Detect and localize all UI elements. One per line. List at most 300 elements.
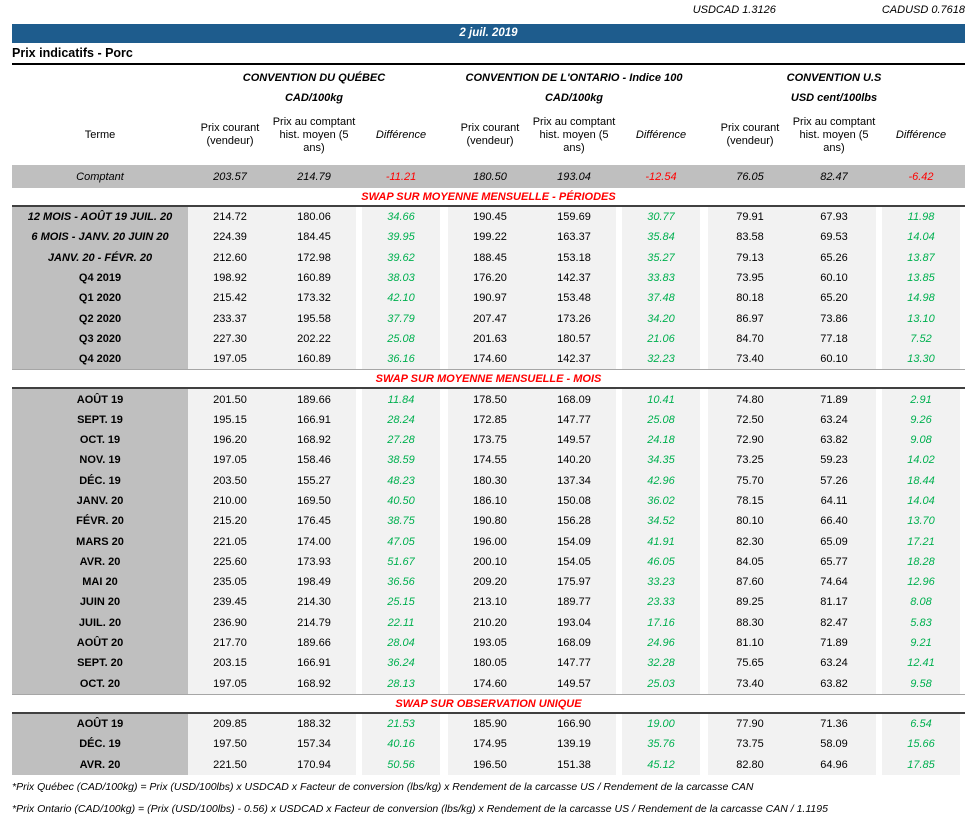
price-cell: 73.75	[708, 734, 792, 754]
price-cell: 193.04	[532, 165, 616, 188]
diff-cell: 13.70	[882, 511, 960, 531]
price-cell: 174.00	[272, 531, 356, 551]
terme-cell: 6 MOIS - JANV. 20 JUIN 20	[12, 227, 188, 247]
diff-cell: 48.23	[362, 471, 440, 491]
column-gap	[700, 592, 708, 612]
price-cell: 196.50	[448, 754, 532, 774]
diff-cell: 23.33	[622, 592, 700, 612]
price-cell: 58.09	[792, 734, 876, 754]
price-cell: 147.77	[532, 653, 616, 673]
diff-cell: 25.15	[362, 592, 440, 612]
terme-cell: SEPT. 19	[12, 410, 188, 430]
column-gap	[440, 410, 448, 430]
group-unit-us: USD cent/100lbs	[790, 92, 878, 104]
price-cell: 217.70	[188, 633, 272, 653]
diff-cell: 17.16	[622, 613, 700, 633]
terme-cell: Q2 2020	[12, 308, 188, 328]
column-gap	[440, 592, 448, 612]
table-row	[12, 248, 965, 268]
price-cell: 81.17	[792, 592, 876, 612]
table-row	[12, 308, 965, 328]
column-gap	[700, 714, 708, 734]
column-gap	[440, 613, 448, 633]
price-cell: 212.60	[188, 248, 272, 268]
diff-cell: 17.85	[882, 754, 960, 774]
price-cell: 83.58	[708, 227, 792, 247]
price-cell: 174.55	[448, 450, 532, 470]
column-gap	[700, 734, 708, 754]
price-cell: 81.10	[708, 633, 792, 653]
price-cell: 82.80	[708, 754, 792, 774]
column-gap	[440, 268, 448, 288]
price-cell: 215.42	[188, 288, 272, 308]
column-gap	[440, 248, 448, 268]
price-cell: 80.18	[708, 288, 792, 308]
diff-cell: 17.21	[882, 531, 960, 551]
terme-cell: FÉVR. 20	[12, 511, 188, 531]
diff-cell: 9.21	[882, 633, 960, 653]
table-row	[12, 165, 965, 188]
diff-cell: 35.84	[622, 227, 700, 247]
price-cell: 65.26	[792, 248, 876, 268]
terme-cell: Q3 2020	[12, 329, 188, 349]
column-headers-row	[12, 109, 965, 161]
table-row	[12, 410, 965, 430]
price-cell: 82.30	[708, 531, 792, 551]
price-cell: 86.97	[708, 308, 792, 328]
price-cell: 209.85	[188, 714, 272, 734]
price-cell: 196.20	[188, 430, 272, 450]
price-cell: 67.93	[792, 207, 876, 227]
price-cell: 180.50	[448, 165, 532, 188]
price-cell: 236.90	[188, 613, 272, 633]
diff-cell: 40.16	[362, 734, 440, 754]
table-row	[12, 674, 965, 694]
diff-cell: 28.13	[362, 674, 440, 694]
price-cell: 65.09	[792, 531, 876, 551]
price-cell: 57.26	[792, 471, 876, 491]
table-row	[12, 207, 965, 227]
group-unit-quebec: CAD/100kg	[284, 92, 344, 104]
table-row	[12, 754, 965, 774]
price-cell: 209.20	[448, 572, 532, 592]
date-banner: 2 juil. 2019	[12, 24, 965, 43]
diff-cell: 34.52	[622, 511, 700, 531]
table-row	[12, 450, 965, 470]
group-units-row	[12, 92, 965, 105]
price-cell: 75.65	[708, 653, 792, 673]
table-row	[12, 471, 965, 491]
diff-cell: -6.42	[882, 165, 960, 188]
price-cell: 180.57	[532, 329, 616, 349]
footnote-quebec: *Prix Québec (CAD/100kg) = Prix (USD/100lbs) x USDCAD x Facteur de conversion (lbs/kg) x Rendement de la carcasse US / Rendement de la carcasse CAN	[12, 780, 754, 793]
terme-cell: SEPT. 20	[12, 653, 188, 673]
diff-cell: 11.84	[362, 389, 440, 409]
col-header-current-us: Prix courant (vendeur)	[720, 122, 780, 147]
column-gap	[700, 674, 708, 694]
terme-cell: JUIN 20	[12, 592, 188, 612]
diff-cell: 36.02	[622, 491, 700, 511]
diff-cell: 34.20	[622, 308, 700, 328]
column-gap	[440, 491, 448, 511]
price-cell: 73.40	[708, 349, 792, 369]
price-table-body	[12, 165, 965, 775]
price-cell: 137.34	[532, 471, 616, 491]
price-cell: 64.96	[792, 754, 876, 774]
terme-cell: Comptant	[12, 165, 188, 188]
terme-cell: DÉC. 19	[12, 471, 188, 491]
column-gap	[700, 754, 708, 774]
price-cell: 153.18	[532, 248, 616, 268]
diff-cell: 5.83	[882, 613, 960, 633]
price-cell: 207.47	[448, 308, 532, 328]
price-cell: 180.30	[448, 471, 532, 491]
price-cell: 173.32	[272, 288, 356, 308]
price-cell: 80.10	[708, 511, 792, 531]
diff-cell: 36.16	[362, 349, 440, 369]
column-gap	[440, 531, 448, 551]
diff-cell: 12.41	[882, 653, 960, 673]
terme-cell: AVR. 20	[12, 754, 188, 774]
price-cell: 157.34	[272, 734, 356, 754]
column-gap	[700, 572, 708, 592]
table-row	[12, 349, 965, 369]
price-cell: 79.91	[708, 207, 792, 227]
price-cell: 221.50	[188, 754, 272, 774]
col-header-diff-ontario: Différence	[635, 128, 687, 141]
column-gap	[440, 572, 448, 592]
price-cell: 73.40	[708, 674, 792, 694]
col-header-current-quebec: Prix courant (vendeur)	[200, 122, 260, 147]
price-cell: 213.10	[448, 592, 532, 612]
price-cell: 168.09	[532, 633, 616, 653]
diff-cell: 40.50	[362, 491, 440, 511]
diff-cell: 46.05	[622, 552, 700, 572]
column-gap	[700, 613, 708, 633]
price-cell: 73.25	[708, 450, 792, 470]
diff-cell: 39.95	[362, 227, 440, 247]
price-cell: 60.10	[792, 349, 876, 369]
price-cell: 172.85	[448, 410, 532, 430]
terme-cell: NOV. 19	[12, 450, 188, 470]
price-cell: 160.89	[272, 349, 356, 369]
price-cell: 197.50	[188, 734, 272, 754]
table-row	[12, 491, 965, 511]
price-cell: 190.45	[448, 207, 532, 227]
diff-cell: 8.08	[882, 592, 960, 612]
price-cell: 188.45	[448, 248, 532, 268]
table-row	[12, 511, 965, 531]
diff-cell: 38.03	[362, 268, 440, 288]
diff-cell: 6.54	[882, 714, 960, 734]
diff-cell: 14.98	[882, 288, 960, 308]
terme-cell: OCT. 20	[12, 674, 188, 694]
column-gap	[440, 653, 448, 673]
table-row	[12, 389, 965, 409]
table-row	[12, 227, 965, 247]
price-cell: 88.30	[708, 613, 792, 633]
diff-cell: 13.85	[882, 268, 960, 288]
price-cell: 77.90	[708, 714, 792, 734]
price-cell: 168.92	[272, 430, 356, 450]
price-cell: 169.50	[272, 491, 356, 511]
price-cell: 60.10	[792, 268, 876, 288]
price-cell: 214.72	[188, 207, 272, 227]
diff-cell: 51.67	[362, 552, 440, 572]
column-gap	[440, 227, 448, 247]
diff-cell: 11.98	[882, 207, 960, 227]
price-cell: 224.39	[188, 227, 272, 247]
price-cell: 76.05	[708, 165, 792, 188]
column-gap	[700, 165, 708, 188]
diff-cell: 39.62	[362, 248, 440, 268]
price-cell: 239.45	[188, 592, 272, 612]
price-cell: 233.37	[188, 308, 272, 328]
price-cell: 172.98	[272, 248, 356, 268]
diff-cell: 18.28	[882, 552, 960, 572]
price-cell: 156.28	[532, 511, 616, 531]
col-header-diff-quebec: Différence	[375, 128, 427, 141]
price-cell: 174.60	[448, 349, 532, 369]
table-row	[12, 613, 965, 633]
diff-cell: 19.00	[622, 714, 700, 734]
terme-cell: JUIL. 20	[12, 613, 188, 633]
price-cell: 188.32	[272, 714, 356, 734]
usdcad-rate: USDCAD 1.3126	[692, 4, 776, 16]
price-cell: 197.05	[188, 349, 272, 369]
diff-cell: 7.52	[882, 329, 960, 349]
price-cell: 198.49	[272, 572, 356, 592]
price-cell: 196.00	[448, 531, 532, 551]
diff-cell: 37.48	[622, 288, 700, 308]
column-gap	[700, 450, 708, 470]
diff-cell: 21.53	[362, 714, 440, 734]
column-gap	[700, 552, 708, 572]
diff-cell: 24.96	[622, 633, 700, 653]
diff-cell: 34.35	[622, 450, 700, 470]
price-cell: 82.47	[792, 613, 876, 633]
diff-cell: -12.54	[622, 165, 700, 188]
price-cell: 170.94	[272, 754, 356, 774]
price-cell: 74.80	[708, 389, 792, 409]
price-cell: 202.22	[272, 329, 356, 349]
price-cell: 174.95	[448, 734, 532, 754]
price-cell: 74.64	[792, 572, 876, 592]
price-cell: 186.10	[448, 491, 532, 511]
table-row	[12, 552, 965, 572]
diff-cell: 15.66	[882, 734, 960, 754]
diff-cell: -11.21	[362, 165, 440, 188]
column-gap	[700, 248, 708, 268]
price-cell: 63.82	[792, 430, 876, 450]
price-cell: 174.60	[448, 674, 532, 694]
diff-cell: 42.96	[622, 471, 700, 491]
column-gap	[700, 207, 708, 227]
price-cell: 210.20	[448, 613, 532, 633]
price-cell: 63.24	[792, 410, 876, 430]
price-cell: 173.26	[532, 308, 616, 328]
price-cell: 65.77	[792, 552, 876, 572]
price-cell: 84.05	[708, 552, 792, 572]
diff-cell: 33.23	[622, 572, 700, 592]
diff-cell: 27.28	[362, 430, 440, 450]
page-title: Prix indicatifs - Porc	[12, 46, 965, 65]
table-row	[12, 714, 965, 734]
diff-cell: 13.87	[882, 248, 960, 268]
price-cell: 197.05	[188, 674, 272, 694]
column-gap	[700, 531, 708, 551]
column-gap	[700, 491, 708, 511]
price-cell: 149.57	[532, 430, 616, 450]
diff-cell: 9.26	[882, 410, 960, 430]
diff-cell: 42.10	[362, 288, 440, 308]
price-cell: 227.30	[188, 329, 272, 349]
price-cell: 139.19	[532, 734, 616, 754]
price-cell: 185.90	[448, 714, 532, 734]
price-cell: 176.45	[272, 511, 356, 531]
diff-cell: 32.28	[622, 653, 700, 673]
column-gap	[440, 552, 448, 572]
diff-cell: 35.27	[622, 248, 700, 268]
price-cell: 140.20	[532, 450, 616, 470]
price-cell: 142.37	[532, 268, 616, 288]
table-row	[12, 592, 965, 612]
diff-cell: 36.56	[362, 572, 440, 592]
price-cell: 190.80	[448, 511, 532, 531]
diff-cell: 21.06	[622, 329, 700, 349]
diff-cell: 38.75	[362, 511, 440, 531]
column-gap	[440, 430, 448, 450]
column-gap	[700, 511, 708, 531]
price-cell: 78.15	[708, 491, 792, 511]
diff-cell: 34.66	[362, 207, 440, 227]
column-gap	[700, 349, 708, 369]
diff-cell: 14.04	[882, 491, 960, 511]
price-cell: 214.79	[272, 613, 356, 633]
price-cell: 84.70	[708, 329, 792, 349]
price-cell: 199.22	[448, 227, 532, 247]
group-titles-row	[12, 65, 965, 85]
diff-cell: 37.79	[362, 308, 440, 328]
table-row	[12, 430, 965, 450]
price-cell: 65.20	[792, 288, 876, 308]
section-header: SWAP SUR MOYENNE MENSUELLE - MOIS	[12, 369, 965, 389]
price-cell: 197.05	[188, 450, 272, 470]
footnote-ontario: *Prix Ontario (CAD/100kg) = (Prix (USD/100lbs) - 0.56) x USDCAD x Facteur de conversion (lbs/kg) x Rendement de la carcasse US / Rendement de la carcasse CAN / 1.1195	[12, 802, 828, 815]
price-cell: 166.90	[532, 714, 616, 734]
diff-cell: 50.56	[362, 754, 440, 774]
column-gap	[440, 674, 448, 694]
price-cell: 203.50	[188, 471, 272, 491]
terme-cell: Q4 2019	[12, 268, 188, 288]
terme-cell: Q4 2020	[12, 349, 188, 369]
price-cell: 166.91	[272, 410, 356, 430]
col-header-current-ontario: Prix courant (vendeur)	[460, 122, 520, 147]
terme-cell: OCT. 19	[12, 430, 188, 450]
diff-cell: 28.24	[362, 410, 440, 430]
price-cell: 214.30	[272, 592, 356, 612]
diff-cell: 14.02	[882, 450, 960, 470]
price-cell: 173.93	[272, 552, 356, 572]
price-cell: 176.20	[448, 268, 532, 288]
price-cell: 180.06	[272, 207, 356, 227]
terme-cell: AVR. 20	[12, 552, 188, 572]
column-gap	[440, 389, 448, 409]
diff-cell: 35.76	[622, 734, 700, 754]
price-cell: 175.97	[532, 572, 616, 592]
price-cell: 147.77	[532, 410, 616, 430]
price-cell: 154.05	[532, 552, 616, 572]
price-cell: 151.38	[532, 754, 616, 774]
price-cell: 200.10	[448, 552, 532, 572]
column-gap	[440, 754, 448, 774]
price-cell: 180.05	[448, 653, 532, 673]
price-cell: 168.09	[532, 389, 616, 409]
table-row	[12, 572, 965, 592]
diff-cell: 25.08	[362, 329, 440, 349]
price-cell: 154.09	[532, 531, 616, 551]
column-gap	[700, 288, 708, 308]
diff-cell: 9.08	[882, 430, 960, 450]
price-cell: 166.91	[272, 653, 356, 673]
diff-cell: 28.04	[362, 633, 440, 653]
price-cell: 73.86	[792, 308, 876, 328]
column-gap	[700, 227, 708, 247]
column-gap	[440, 633, 448, 653]
price-cell: 201.50	[188, 389, 272, 409]
terme-cell: JANV. 20	[12, 491, 188, 511]
group-title-quebec: CONVENTION DU QUÉBEC	[242, 72, 386, 84]
price-cell: 178.50	[448, 389, 532, 409]
price-cell: 225.60	[188, 552, 272, 572]
price-cell: 221.05	[188, 531, 272, 551]
price-cell: 150.08	[532, 491, 616, 511]
price-cell: 195.15	[188, 410, 272, 430]
terme-cell: AOÛT 19	[12, 714, 188, 734]
price-cell: 59.23	[792, 450, 876, 470]
price-cell: 201.63	[448, 329, 532, 349]
price-cell: 160.89	[272, 268, 356, 288]
price-cell: 215.20	[188, 511, 272, 531]
column-gap	[440, 734, 448, 754]
terme-cell: 12 MOIS - AOÛT 19 JUIL. 20	[12, 207, 188, 227]
price-cell: 214.79	[272, 165, 356, 188]
group-title-us: CONVENTION U.S	[786, 72, 882, 84]
price-cell: 189.77	[532, 592, 616, 612]
terme-cell: MAI 20	[12, 572, 188, 592]
price-cell: 72.90	[708, 430, 792, 450]
diff-cell: 47.05	[362, 531, 440, 551]
price-cell: 64.11	[792, 491, 876, 511]
group-title-ontario: CONVENTION DE L'ONTARIO - Indice 100	[465, 72, 683, 84]
column-gap	[700, 653, 708, 673]
price-cell: 193.05	[448, 633, 532, 653]
price-cell: 168.92	[272, 674, 356, 694]
column-gap	[700, 329, 708, 349]
price-cell: 142.37	[532, 349, 616, 369]
price-cell: 72.50	[708, 410, 792, 430]
price-cell: 203.15	[188, 653, 272, 673]
diff-cell: 24.18	[622, 430, 700, 450]
table-row	[12, 288, 965, 308]
terme-cell: AOÛT 19	[12, 389, 188, 409]
price-cell: 79.13	[708, 248, 792, 268]
price-cell: 184.45	[272, 227, 356, 247]
price-cell: 189.66	[272, 633, 356, 653]
column-gap	[440, 288, 448, 308]
col-header-hist-us: Prix au comptant hist. moyen (5 ans)	[792, 115, 876, 154]
column-gap	[440, 165, 448, 188]
